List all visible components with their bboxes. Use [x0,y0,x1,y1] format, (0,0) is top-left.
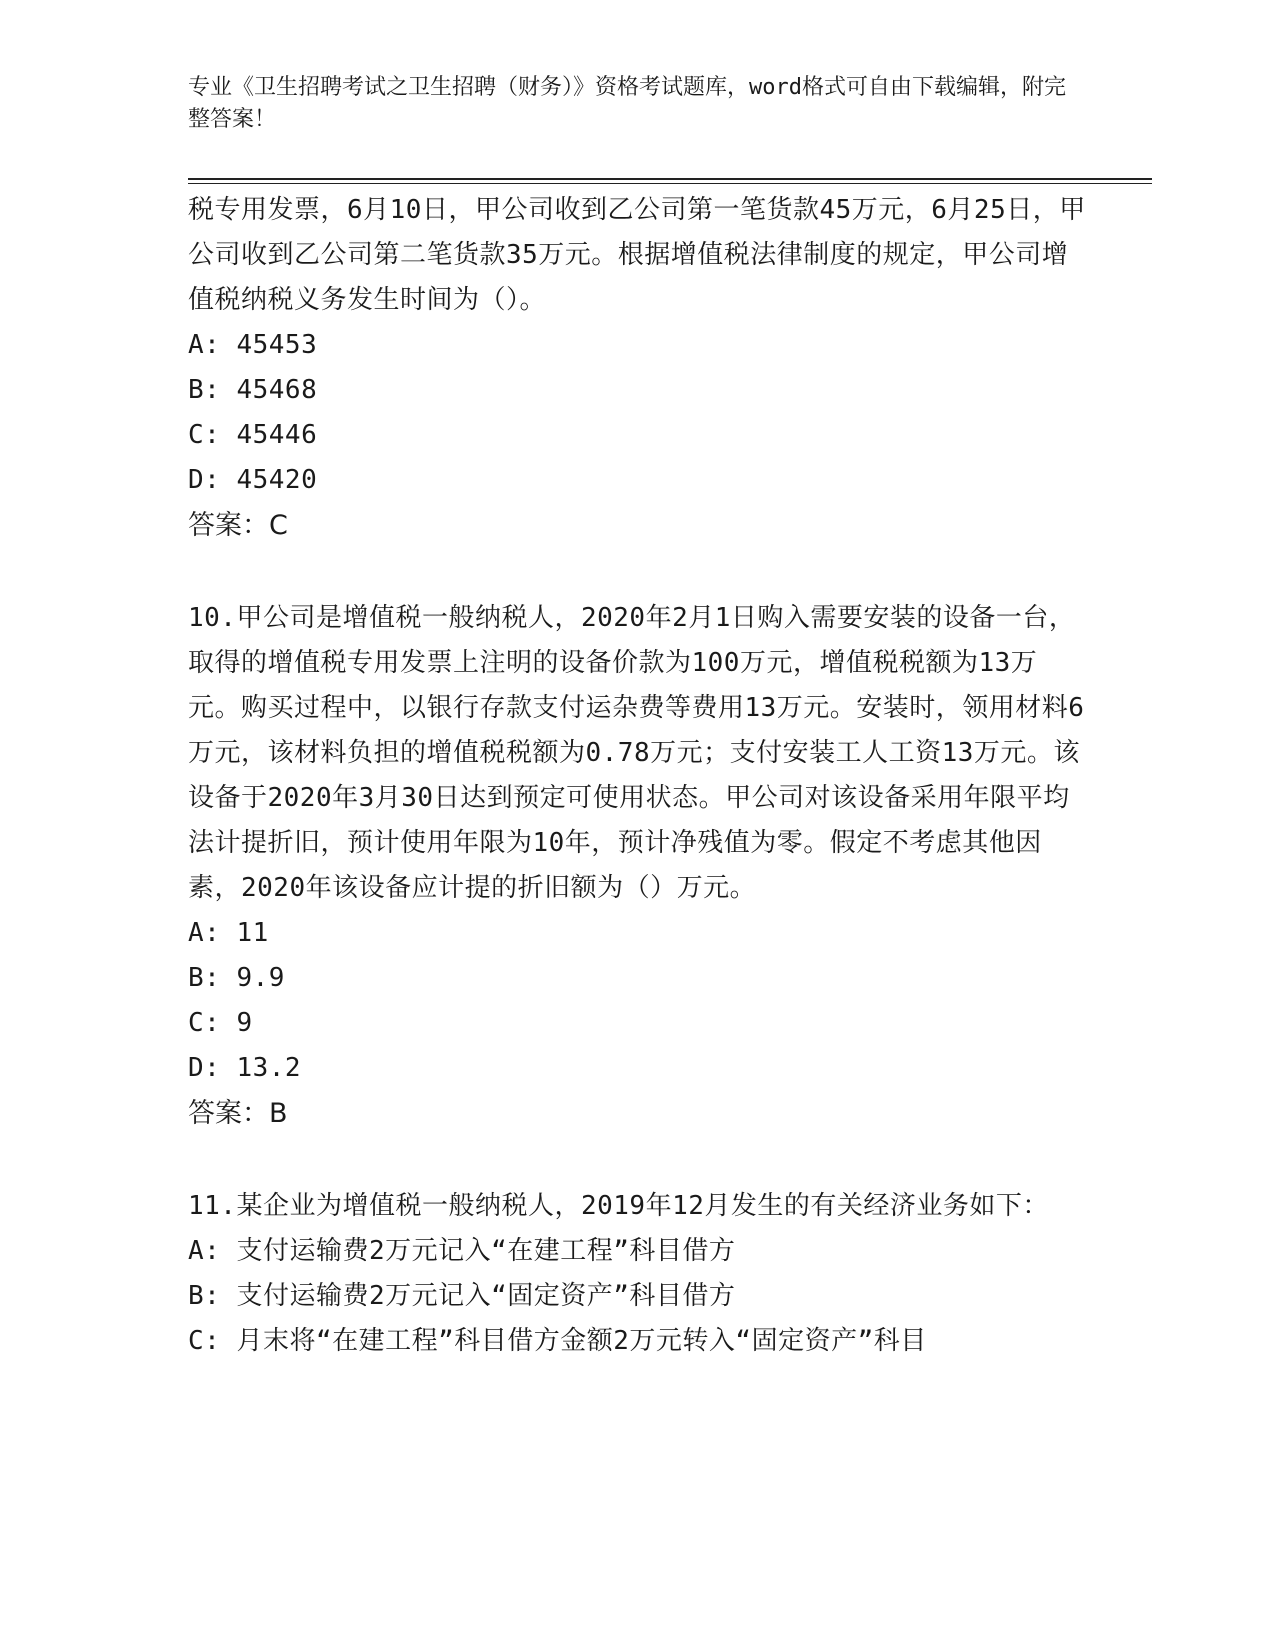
option-c: C: 9 [188,1008,253,1038]
question-list [188,188,1088,1364]
option-a: A: 支付运输费2万元记入“在建工程”科目借方 [188,1236,736,1266]
answer-line: 答案：C [188,510,288,541]
option-d: D: 13.2 [188,1053,302,1083]
question-block [188,1184,1088,1364]
page-header [188,72,1068,136]
question-block [188,188,1088,548]
option-b: B: 45468 [188,375,318,405]
option-c: C: 月末将“在建工程”科目借方金额2万元转入“固定资产”科目 [188,1326,927,1356]
answer-line: 答案：B [188,1098,288,1129]
option-b: B: 9.9 [188,963,285,993]
question-stem: 税专用发票，6月10日，甲公司收到乙公司第一笔货款45万元，6月25日，甲公司收到乙公司第二笔货款35万元。根据增值税法律制度的规定，甲公司增值税纳税义务发生时间为（）。 [188,195,1086,315]
option-b: B: 支付运输费2万元记入“固定资产”科目借方 [188,1281,736,1311]
header-title: 专业《卫生招聘考试之卫生招聘（财务）》资格考试题库，word格式可自由下载编辑，附完整答案！ [188,75,1066,132]
option-d: D: 45420 [188,465,318,495]
option-a: A: 45453 [188,330,318,360]
option-a: A: 11 [188,918,269,948]
question-stem: 11.某企业为增值税一般纳税人，2019年12月发生的有关经济业务如下： [188,1191,1049,1221]
question-stem: 10.甲公司是增值税一般纳税人，2020年2月1日购入需要安装的设备一台，取得的增值税专用发票上注明的设备价款为100万元，增值税税额为13万元。购买过程中，以银行存款支付运杂费等费用13万元。安装时，领用材料6万元，该材料负担的增值税税额为0.78万元；支付安装工人工资13万元。该设备于2020年3月30日达到预定可使用状态。甲公司对该设备采用年限平均法计提折旧，预计使用年限为10年，预计净残值为零。假定不考虑其他因素，2020年该设备应计提的折旧额为（）万元。 [188,603,1085,903]
question-block [188,596,1088,1136]
option-c: C: 45446 [188,420,318,450]
header-divider [188,178,1152,184]
